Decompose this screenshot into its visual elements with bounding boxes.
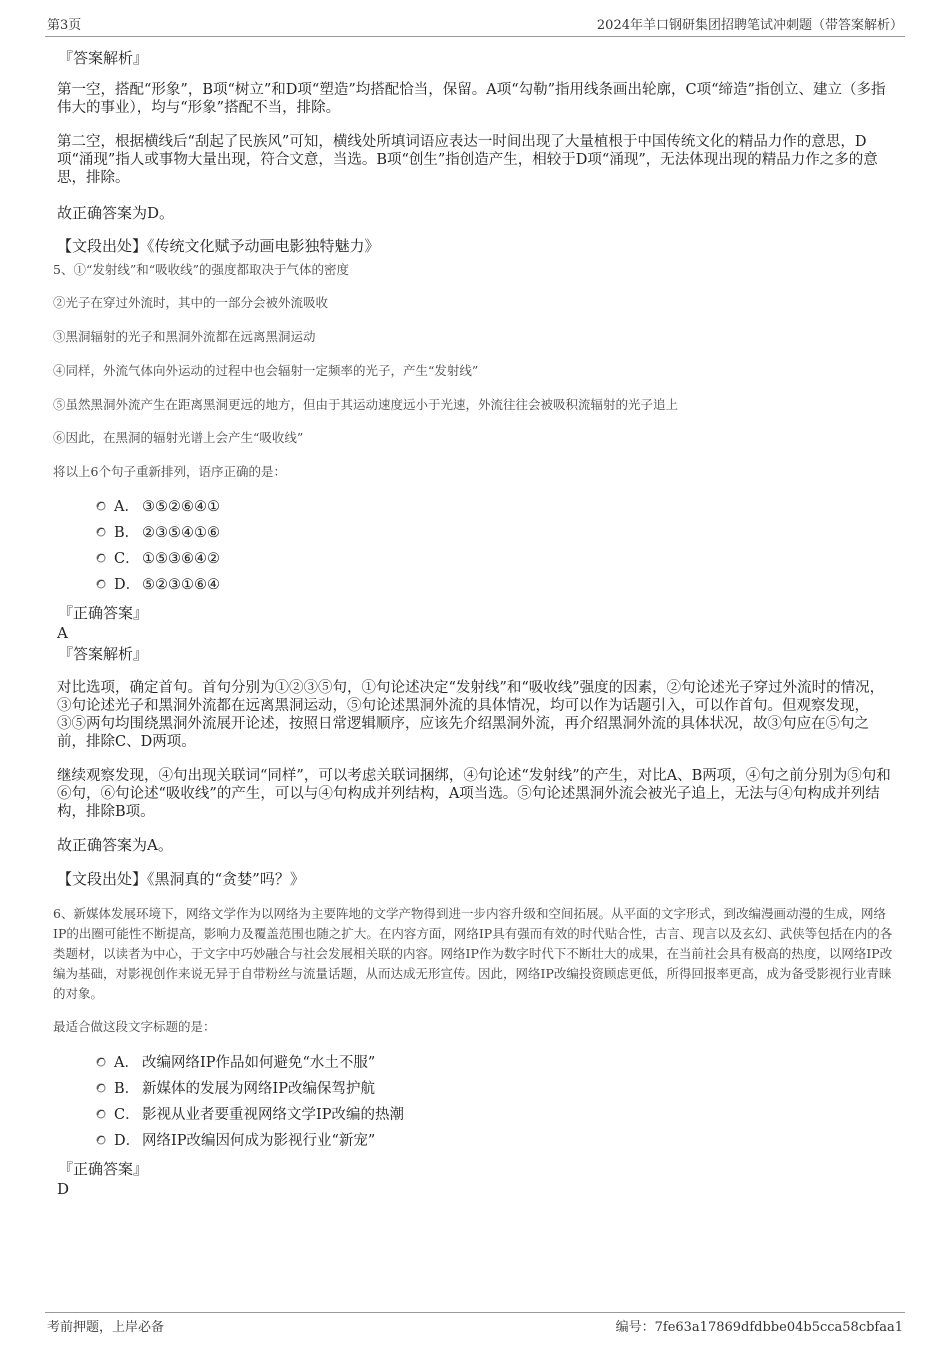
q5-analysis-label: 『答案解析』 bbox=[58, 645, 149, 663]
radio-icon[interactable] bbox=[96, 501, 106, 511]
radio-icon[interactable] bbox=[96, 553, 106, 563]
option-key: D． bbox=[114, 577, 141, 593]
radio-icon[interactable] bbox=[96, 579, 106, 589]
q4-analysis-p2: 第二空，根据横线后“刮起了民族风”可知，横线处所填词语应表达一时间出现了大量植根于中国传统文化的精品力作的意思，D项“涌现”指人或事物大量出现，符合文意，当选。B项“创生”指创造产生，相较于D项“涌现”，无法体现出现的精品力作之多的意思，排除。 bbox=[57, 134, 878, 186]
q5-source: 【文段出处】《黑洞真的“贪婪”吗？》 bbox=[57, 870, 305, 888]
option-text: 网络IP改编因何成为影视行业“新宠” bbox=[142, 1133, 376, 1149]
q5-stem-line-5: ⑤虽然黑洞外流产生在距离黑洞更远的地方，但由于其运动速度远小于光速，外流往往会被吸积流辐射的光子追上 bbox=[53, 397, 679, 412]
option-key: C． bbox=[114, 1107, 140, 1123]
q5-option-a[interactable] bbox=[96, 497, 220, 517]
q5-option-d[interactable] bbox=[96, 575, 220, 595]
option-text: 影视从业者要重视网络文学IP改编的热潮 bbox=[142, 1107, 404, 1123]
q5-conclusion: 故正确答案为A。 bbox=[57, 836, 173, 854]
option-key: D． bbox=[114, 1133, 141, 1149]
q5-stem-line-3: ③黑洞辐射的光子和黑洞外流都在远离黑洞运动 bbox=[53, 329, 316, 344]
q4-analysis-label: 『答案解析』 bbox=[58, 49, 149, 67]
q5-analysis-p2: 继续观察发现，④句出现关联词“同样”，可以考虑关联词捆绑，④句论述“发射线”的产生，对比A、B两项，④句之前分别为⑤句和⑥句，⑥句论述“吸收线”的产生，可以与④句构成并列结构，A项当选。⑤句论述黑洞外流会被光子追上，无法与④句构成并列结构，排除B项。 bbox=[57, 768, 891, 820]
q4-conclusion: 故正确答案为D。 bbox=[57, 204, 175, 222]
q6-option-d[interactable] bbox=[96, 1131, 375, 1151]
q5-prompt: 将以上6个句子重新排列，语序正确的是： bbox=[53, 464, 286, 479]
option-text: ⑤②③①⑥④ bbox=[142, 577, 220, 593]
q5-answer: A bbox=[57, 624, 68, 642]
option-text: 改编网络IP作品如何避免“水土不服” bbox=[142, 1055, 376, 1071]
q6-answer-label: 『正确答案』 bbox=[58, 1160, 149, 1178]
option-text: ③⑤②⑥④① bbox=[142, 499, 220, 515]
q6-prompt: 最适合做这段文字标题的是： bbox=[53, 1019, 216, 1034]
q6-answer: D bbox=[57, 1180, 70, 1198]
radio-icon[interactable] bbox=[96, 527, 106, 537]
option-text: 新媒体的发展为网络IP改编保驾护航 bbox=[142, 1081, 375, 1097]
q5-analysis-p1: 对比选项，确定首句。首句分别为①②③⑤句，①句论述决定“发射线”和“吸收线”强度的因素，②句论述光子穿过外流时的情况，③句论述光子和黑洞外流都在远离黑洞运动，⑤句论述黑洞外流的具体情况，均可以作为话题引入，可以作首句。但观察发现，③⑤两句均围绕黑洞外流展开论述，按照日常逻辑顺序，应该先介绍黑洞外流，再介绍黑洞外流的具体状况，故③句应在⑤句之前，排除C、D两项。 bbox=[57, 680, 885, 750]
page-footer bbox=[45, 1312, 905, 1337]
option-key: A． bbox=[114, 499, 139, 515]
option-key: C． bbox=[114, 551, 140, 567]
radio-icon[interactable] bbox=[96, 1057, 106, 1067]
option-text: ②③⑤④①⑥ bbox=[142, 525, 220, 541]
q4-source: 【文段出处】《传统文化赋予动画电影独特魅力》 bbox=[57, 237, 380, 255]
document-title: 2024年羊口钢研集团招聘笔试冲刺题（带答案解析） bbox=[596, 18, 903, 33]
page-number: 第3页 bbox=[47, 18, 82, 33]
footer-slogan: 考前押题，上岸必备 bbox=[47, 1320, 165, 1335]
q5-stem-line-4: ④同样，外流气体向外运动的过程中也会辐射一定频率的光子，产生“发射线” bbox=[53, 363, 479, 378]
q6-stem: 6、新媒体发展环境下，网络文学作为以网络为主要阵地的文学产物得到进一步内容升级和空间拓展。从平面的文字形式，到改编漫画动漫的生成，网络IP的出圈可能性不断提高，影响力及覆盖范围也随之扩大。在内容方面，网络IP具有强而有效的时代贴合性，古言、现言以及玄幻、武侠等包括在内的各类题材，以读者为中心，于文字中巧妙融合与社会发展相关联的内容。网络IP作为数字时代下不断壮大的成果，在当前社会具有极高的热度，以网络IP改编为基础，对影视创作来说无异于自带粉丝与流量话题，从而达成无形宣传。因此，网络IP改编投资顾虑更低，所得回报率更高，成为备受影视行业青睐的对象。 bbox=[53, 906, 893, 1001]
document-code: 编号：7fe63a17869dfdbbe04b5cca58cbfaa1 bbox=[615, 1320, 903, 1335]
option-text: ①⑤③⑥④② bbox=[142, 551, 220, 567]
q6-option-c[interactable] bbox=[96, 1105, 404, 1125]
radio-icon[interactable] bbox=[96, 1109, 106, 1119]
q5-option-c[interactable] bbox=[96, 549, 220, 569]
option-key: B． bbox=[114, 1081, 140, 1097]
option-key: B． bbox=[114, 525, 140, 541]
q5-answer-label: 『正确答案』 bbox=[58, 604, 149, 622]
radio-icon[interactable] bbox=[96, 1083, 106, 1093]
option-key: A． bbox=[114, 1055, 139, 1071]
q5-option-b[interactable] bbox=[96, 523, 220, 543]
radio-icon[interactable] bbox=[96, 1135, 106, 1145]
q5-stem-line-2: ②光子在穿过外流时，其中的一部分会被外流吸收 bbox=[53, 295, 329, 310]
q5-stem-line-6: ⑥因此，在黑洞的辐射光谱上会产生“吸收线” bbox=[53, 430, 304, 445]
q6-option-a[interactable] bbox=[96, 1053, 375, 1073]
page-header bbox=[45, 14, 905, 37]
q4-analysis-p1: 第一空，搭配“形象”，B项“树立”和D项“塑造”均搭配恰当，保留。A项“勾勒”指用线条画出轮廓，C项“缔造”指创立、建立（多指伟大的事业），均与“形象”搭配不当，排除。 bbox=[57, 82, 886, 116]
q5-stem-line-1: 5、①“发射线”和“吸收线”的强度都取决于气体的密度 bbox=[53, 262, 350, 277]
q6-option-b[interactable] bbox=[96, 1079, 375, 1099]
